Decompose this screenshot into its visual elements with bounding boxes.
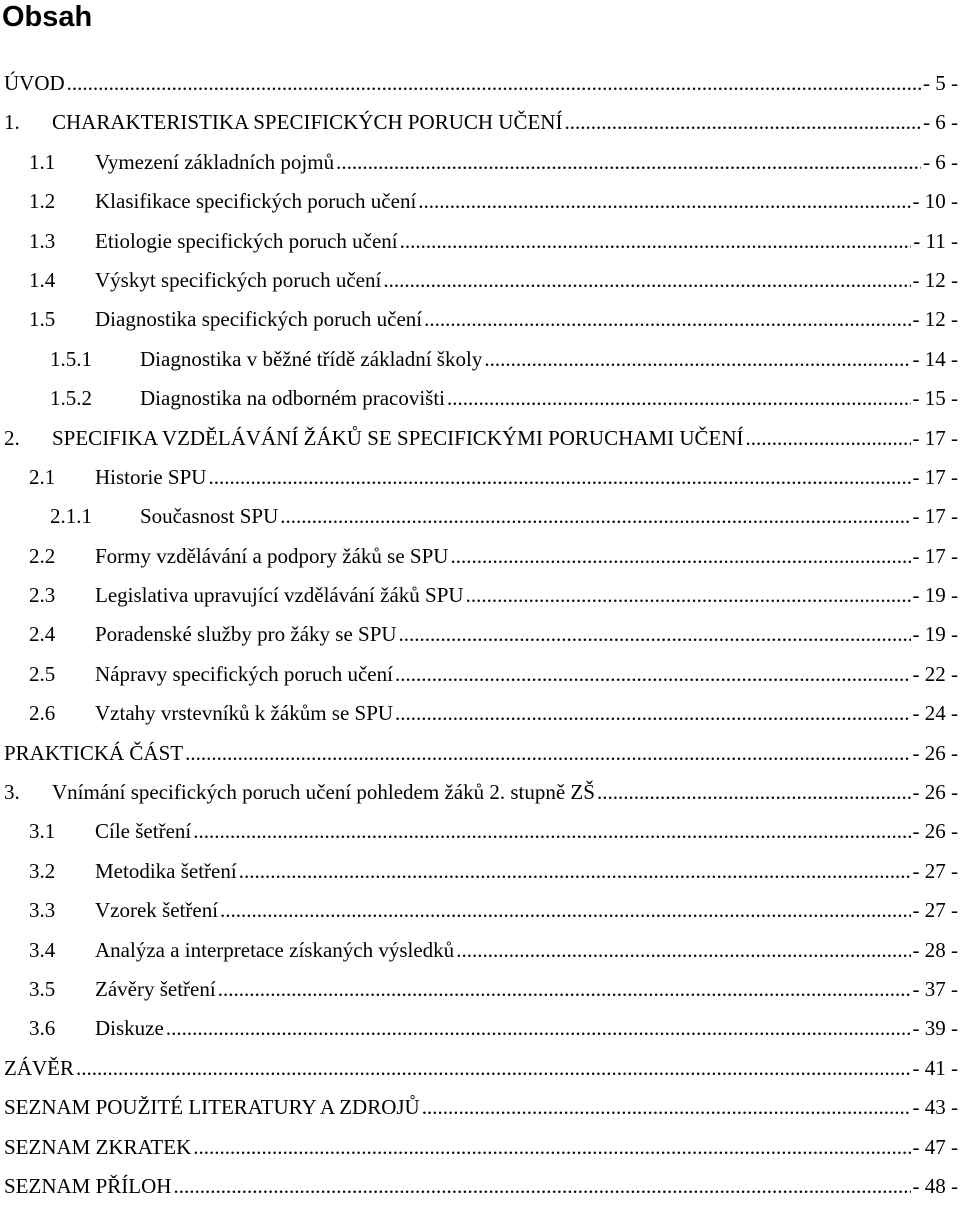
toc-entry[interactable] — [0, 1088, 960, 1127]
dot-leader — [466, 576, 911, 615]
toc-entry-title: Výskyt specifických poruch učení — [95, 267, 382, 292]
dot-leader — [166, 1009, 911, 1048]
toc-entry-page-number: - 26 - — [912, 819, 958, 844]
toc-entry-page-number: - 22 - — [912, 661, 958, 686]
toc-entry-number: 1.1 — [29, 149, 56, 174]
toc-entry-number: 1.5 — [29, 307, 56, 332]
toc-entry-title: Etiologie specifických poruch učení — [95, 228, 398, 253]
toc-entry[interactable] — [0, 261, 960, 300]
dot-leader — [395, 655, 911, 694]
toc-entry-number: 2.5 — [29, 661, 56, 686]
dot-leader — [484, 340, 910, 379]
dot-leader — [424, 300, 910, 339]
toc-entry-title: SPECIFIKA VZDĚLÁVÁNÍ ŽÁKŮ SE SPECIFICKÝMI PORUCHAMI UČENÍ — [52, 425, 744, 450]
toc-entry-title: Vnímání specifických poruch učení pohledem žáků 2. stupně ZŠ — [52, 780, 595, 805]
toc-entry[interactable] — [0, 458, 960, 497]
dot-leader — [67, 64, 921, 103]
toc-entry-page-number: - 28 - — [912, 937, 958, 962]
toc-entry-page-number: - 41 - — [912, 1055, 958, 1080]
toc-entry-number: 3.1 — [29, 819, 56, 844]
toc-entry-page-number: - 6 - — [923, 110, 958, 135]
toc-entry-title: CHARAKTERISTIKA SPECIFICKÝCH PORUCH UČENÍ — [52, 110, 563, 135]
toc-entry-page-number: - 14 - — [912, 346, 958, 371]
toc-entry-number: 3. — [4, 780, 20, 805]
toc-entry-number: 3.5 — [29, 976, 56, 1001]
dot-leader — [173, 1167, 910, 1206]
toc-entry-page-number: - 17 - — [912, 543, 958, 568]
toc-entry[interactable] — [0, 182, 960, 221]
toc-entry-page-number: - 27 - — [912, 858, 958, 883]
toc-entry-page-number: - 48 - — [912, 1173, 958, 1198]
toc-entry-page-number: - 5 - — [923, 71, 958, 95]
toc-entry-page-number: - 39 - — [912, 1016, 958, 1041]
dot-leader — [218, 970, 911, 1009]
toc-entry[interactable] — [0, 576, 960, 615]
toc-entry[interactable] — [0, 300, 960, 339]
table-of-contents — [0, 64, 960, 1206]
toc-entry-page-number: - 12 - — [912, 307, 958, 332]
toc-entry-title: Diagnostika v běžné třídě základní školy — [140, 346, 483, 371]
toc-entry[interactable] — [0, 615, 960, 654]
toc-entry-title: SEZNAM POUŽITÉ LITERATURY A ZDROJŮ — [4, 1095, 420, 1120]
dot-leader — [447, 379, 910, 418]
toc-entry-page-number: - 11 - — [913, 228, 958, 253]
toc-entry-page-number: - 19 - — [912, 622, 958, 647]
toc-entry[interactable] — [0, 379, 960, 418]
toc-entry[interactable] — [0, 734, 960, 773]
toc-entry[interactable] — [0, 694, 960, 733]
toc-entry-title: Vzorek šetření — [95, 898, 219, 923]
toc-entry[interactable] — [0, 103, 960, 142]
dot-leader — [336, 143, 921, 182]
toc-entry-title: Poradenské služby pro žáky se SPU — [95, 622, 397, 647]
toc-entry-number: 1.5.2 — [50, 386, 92, 411]
toc-entry-title: Metodika šetření — [95, 858, 237, 883]
toc-entry[interactable] — [0, 1167, 960, 1206]
toc-entry-title: Nápravy specifických poruch učení — [95, 661, 393, 686]
toc-entry[interactable] — [0, 812, 960, 851]
dot-leader — [239, 852, 911, 891]
toc-entry-page-number: - 19 - — [912, 583, 958, 608]
toc-entry-number: 2.1.1 — [50, 504, 92, 529]
toc-entry[interactable] — [0, 655, 960, 694]
toc-entry-number: 2.1 — [29, 464, 56, 489]
dot-leader — [395, 694, 910, 733]
toc-entry-page-number: - 26 - — [912, 780, 958, 805]
toc-entry[interactable] — [0, 1049, 960, 1088]
dot-leader — [456, 931, 910, 970]
toc-entry[interactable] — [0, 852, 960, 891]
dot-leader — [746, 419, 911, 458]
toc-entry-page-number: - 10 - — [912, 189, 958, 214]
toc-entry-title: PRAKTICKÁ ČÁST — [4, 740, 184, 765]
toc-entry-page-number: - 43 - — [912, 1095, 958, 1120]
toc-entry-number: 3.6 — [29, 1016, 56, 1041]
toc-entry-page-number: - 47 - — [912, 1134, 958, 1159]
toc-entry-number: 1.2 — [29, 189, 56, 214]
dot-leader — [193, 1128, 910, 1167]
dot-leader — [208, 458, 910, 497]
toc-entry[interactable] — [0, 537, 960, 576]
toc-entry-number: 2.6 — [29, 701, 56, 726]
toc-entry-title: Současnost SPU — [140, 504, 279, 529]
dot-leader — [400, 222, 912, 261]
toc-entry-number: 2.4 — [29, 622, 56, 647]
toc-entry-number: 1.4 — [29, 267, 56, 292]
toc-entry[interactable] — [0, 64, 960, 103]
dot-leader — [280, 497, 910, 536]
toc-entry-number: 2. — [4, 425, 20, 450]
toc-entry-page-number: - 17 - — [912, 425, 958, 450]
dot-leader — [76, 1049, 911, 1088]
dot-leader — [450, 537, 910, 576]
dot-leader — [220, 891, 910, 930]
toc-entry-number: 1. — [4, 110, 20, 135]
toc-entry-number: 2.3 — [29, 583, 56, 608]
dot-leader — [564, 103, 921, 142]
toc-entry-number: 1.3 — [29, 228, 56, 253]
toc-entry-page-number: - 26 - — [912, 740, 958, 765]
page-title: Obsah — [2, 1, 93, 33]
toc-entry-title: Legislativa upravující vzdělávání žáků SPU — [95, 583, 464, 608]
toc-entry-title: Diagnostika specifických poruch učení — [95, 307, 423, 332]
toc-entry-title: SEZNAM PŘÍLOH — [4, 1173, 172, 1198]
toc-entry-page-number: - 6 - — [923, 149, 958, 174]
toc-entry-title: Cíle šetření — [95, 819, 192, 844]
toc-entry-title: Diagnostika na odborném pracovišti — [140, 386, 446, 411]
toc-entry-number: 2.2 — [29, 543, 56, 568]
toc-entry[interactable] — [0, 970, 960, 1009]
dot-leader — [185, 734, 910, 773]
toc-entry[interactable] — [0, 773, 960, 812]
toc-entry-title: Formy vzdělávání a podpory žáků se SPU — [95, 543, 449, 568]
toc-entry-number: 3.3 — [29, 898, 56, 923]
toc-entry-title: Diskuze — [95, 1016, 164, 1041]
toc-entry-title: ÚVOD — [4, 71, 65, 95]
toc-entry-number: 3.4 — [29, 937, 56, 962]
toc-entry-number: 3.2 — [29, 858, 56, 883]
toc-entry-title: Vztahy vrstevníků k žákům se SPU — [95, 701, 394, 726]
dot-leader — [193, 812, 910, 851]
toc-entry[interactable] — [0, 1128, 960, 1167]
toc-entry-page-number: - 24 - — [912, 701, 958, 726]
toc-entry-page-number: - 15 - — [912, 386, 958, 411]
toc-entry[interactable] — [0, 1009, 960, 1048]
toc-entry-page-number: - 17 - — [912, 504, 958, 529]
toc-entry[interactable] — [0, 891, 960, 930]
toc-entry-page-number: - 27 - — [912, 898, 958, 923]
toc-entry-title: Závěry šetření — [95, 976, 216, 1001]
toc-entry[interactable] — [0, 143, 960, 182]
toc-entry-title: Klasifikace specifických poruch učení — [95, 189, 417, 214]
toc-entry-page-number: - 12 - — [912, 267, 958, 292]
toc-entry-page-number: - 37 - — [912, 976, 958, 1001]
toc-entry-title: Historie SPU — [95, 464, 207, 489]
toc-entry[interactable] — [0, 931, 960, 970]
dot-leader — [422, 1088, 911, 1127]
toc-entry[interactable] — [0, 340, 960, 379]
toc-entry[interactable] — [0, 497, 960, 536]
toc-entry-title: SEZNAM ZKRATEK — [4, 1134, 192, 1159]
toc-entry[interactable] — [0, 222, 960, 261]
dot-leader — [399, 615, 911, 654]
dot-leader — [597, 773, 911, 812]
toc-entry-number: 1.5.1 — [50, 346, 92, 371]
toc-entry-title: Vymezení základních pojmů — [95, 149, 335, 174]
toc-entry-title: ZÁVĚR — [4, 1055, 74, 1080]
toc-entry-page-number: - 17 - — [912, 464, 958, 489]
dot-leader — [418, 182, 910, 221]
dot-leader — [383, 261, 910, 300]
toc-entry[interactable] — [0, 419, 960, 458]
toc-entry-title: Analýza a interpretace získaných výsledků — [95, 937, 455, 962]
